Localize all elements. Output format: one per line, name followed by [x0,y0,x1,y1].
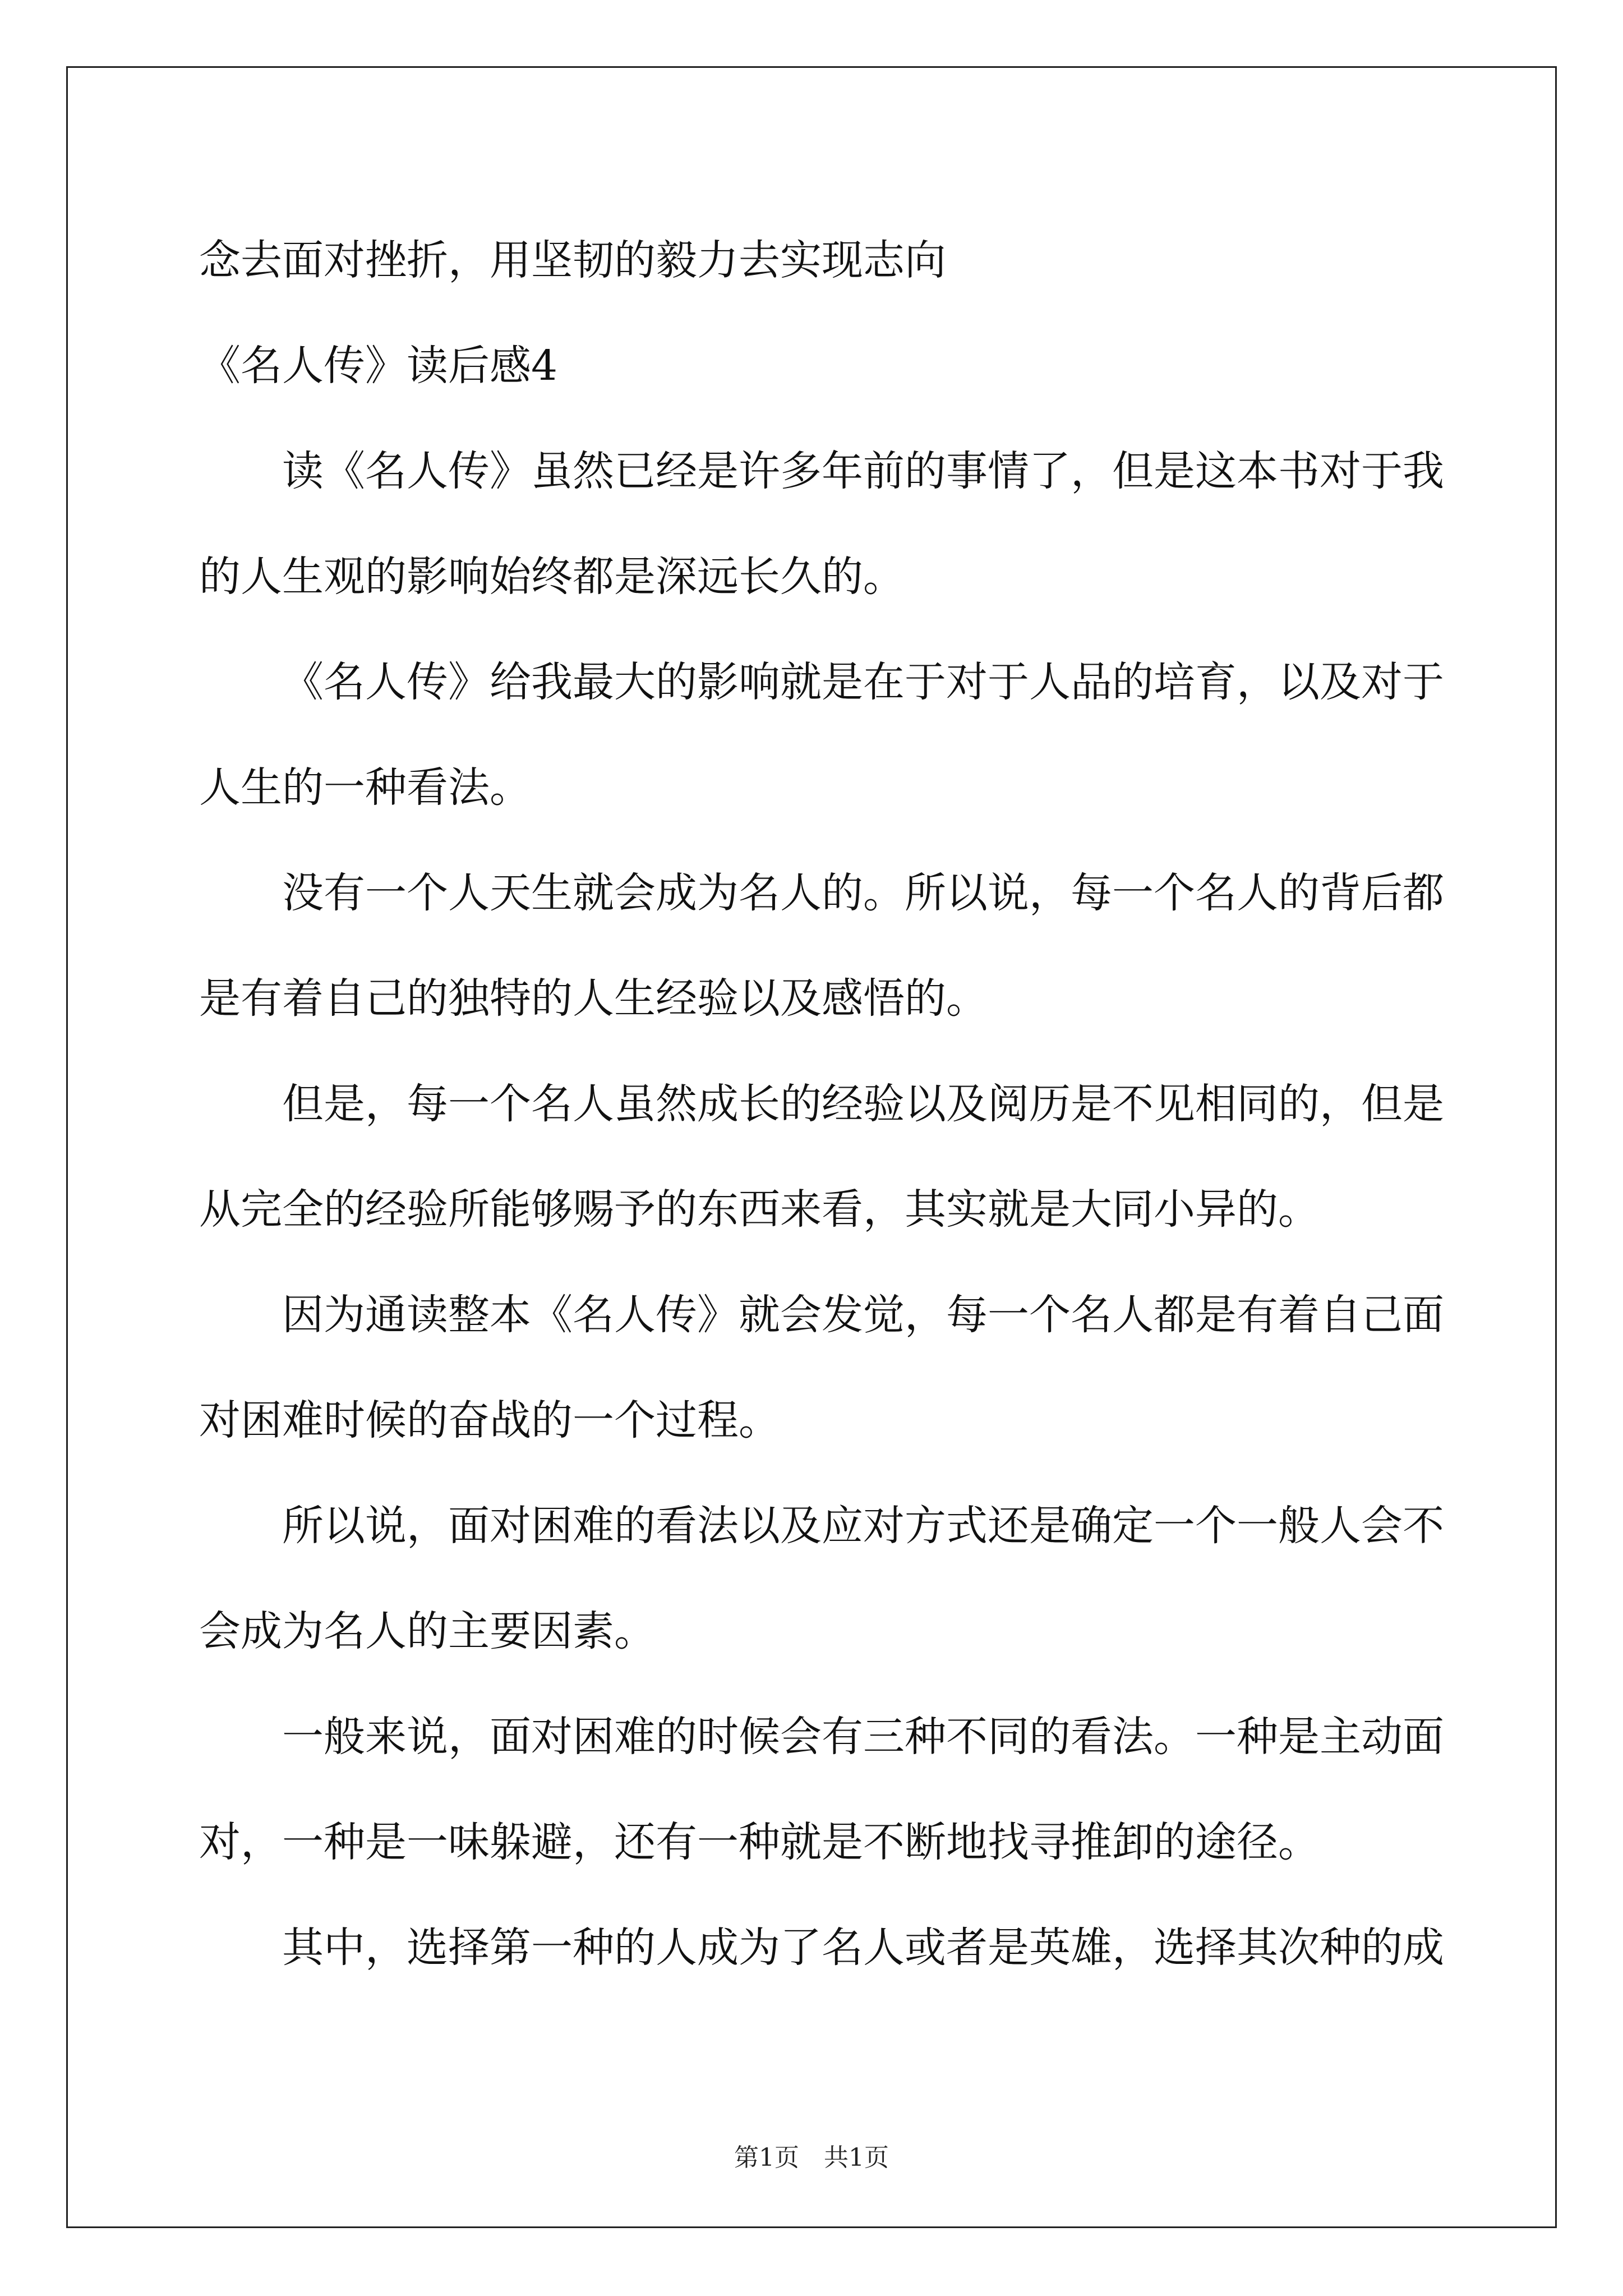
page-number-footer: 第1页 共1页 [734,2143,889,2172]
text-line: 念去面对挫折，用坚韧的毅力去实现志向 [199,236,946,284]
text-line: 没有一个人天生就会成为名人的。所以说，每一个名人的背后都 [282,868,1444,917]
text-line: 其中，选择第一种的人成为了名人或者是英雄，选择其次种的成 [282,1923,1444,1972]
text-line: 读《名人传》虽然已经是许多年前的事情了，但是这本书对于我 [282,447,1444,495]
text-line: 人生的一种看法。 [199,763,531,812]
text-line: 是有着自己的独特的人生经验以及感悟的。 [199,974,988,1023]
text-line: 对困难时候的奋战的一个过程。 [199,1396,780,1444]
text-line: 对，一种是一味躲避，还有一种就是不断地找寻推卸的途径。 [199,1818,1320,1866]
text-line: 的人生观的影响始终都是深远长久的。 [199,552,905,601]
section-heading: 《名人传》读后感4 [199,341,558,390]
text-line: 会成为名人的主要因素。 [199,1607,656,1655]
text-line: 但是，每一个名人虽然成长的经验以及阅历是不见相同的，但是 [282,1079,1444,1128]
text-line: 一般来说，面对困难的时候会有三种不同的看法。一种是主动面 [282,1712,1444,1761]
text-line: 因为通读整本《名人传》就会发觉，每一个名人都是有着自己面 [282,1290,1444,1339]
text-line: 《名人传》给我最大的影响就是在于对于人品的培育，以及对于 [282,657,1444,706]
document-body [199,208,1444,2000]
text-line: 所以说，面对困难的看法以及应对方式还是确定一个一般人会不 [282,1501,1444,1550]
text-line: 从完全的经验所能够赐予的东西来看，其实就是大同小异的。 [199,1185,1320,1234]
